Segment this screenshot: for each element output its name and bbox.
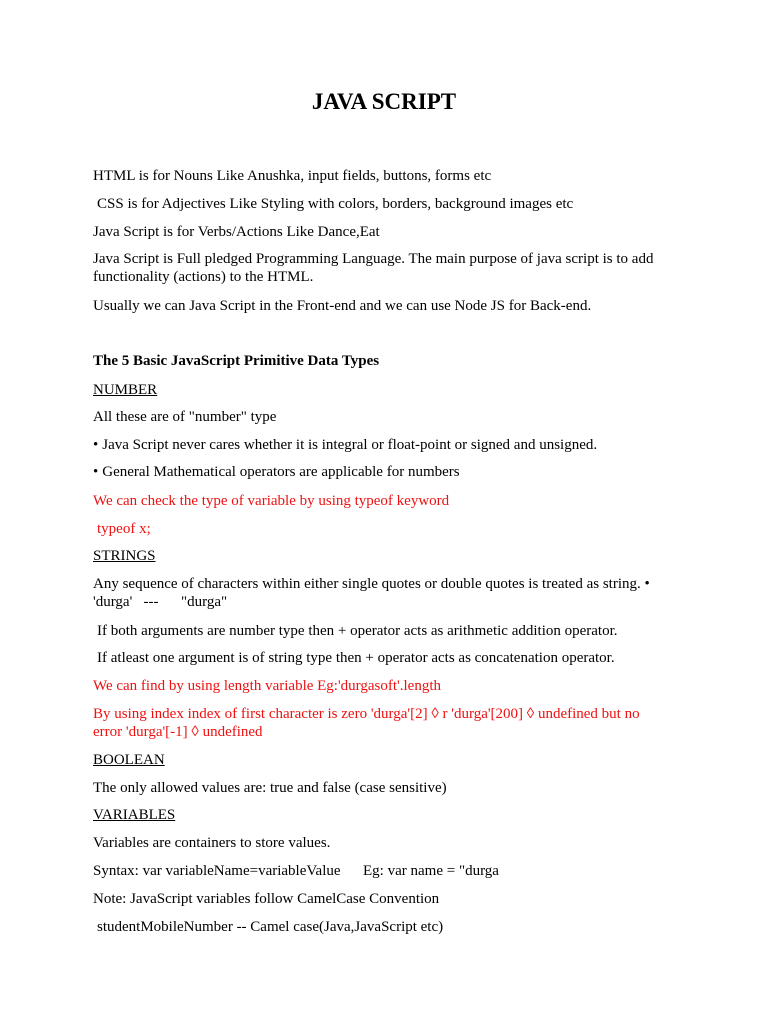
strings-index-note-line-2: error 'durga'[-1] ◊ undefined xyxy=(93,724,263,740)
intro-html-line: HTML is for Nouns Like Anushka, input fields, buttons, forms etc xyxy=(93,168,492,184)
strings-concatenation-line: If atleast one argument is of string type then + operator acts as concatenation operator. xyxy=(97,650,615,666)
intro-purpose-paragraph: Java Script is Full pledged Programming Language. The main purpose of java script is to add functionality (actions) to the HTML. xyxy=(93,251,654,285)
strings-length-note: We can find by using length variable Eg:'durgasoft'.length xyxy=(93,678,442,694)
number-bullet-1-text: Java Script never cares whether it is integral or float-point or signed and unsigned. xyxy=(102,437,598,453)
variables-camelcase-note: Note: JavaScript variables follow CamelCase Convention xyxy=(93,891,440,907)
variables-syntax-line: Syntax: var variableName=variableValue Eg: var name = "durga xyxy=(93,863,499,879)
strings-example-line: 'durga' --- "durga" xyxy=(93,594,228,610)
intro-css-line: CSS is for Adjectives Like Styling with colors, borders, background images etc xyxy=(97,196,574,212)
boolean-values-line: The only allowed values are: true and false (case sensitive) xyxy=(93,780,447,796)
number-heading: NUMBER xyxy=(93,382,158,398)
variables-heading: VARIABLES xyxy=(93,807,176,823)
strings-heading: STRINGS xyxy=(93,548,156,564)
intro-frontend-line: Usually we can Java Script in the Front-end and we can use Node JS for Back-end. xyxy=(93,298,592,314)
number-bullet-2-text: General Mathematical operators are applicable for numbers xyxy=(102,464,460,480)
intro-js-line: Java Script is for Verbs/Actions Like Dance,Eat xyxy=(93,224,380,240)
number-typeof-example: typeof x; xyxy=(97,521,151,537)
number-typeof-note: We can check the type of variable by using typeof keyword xyxy=(93,493,450,509)
boolean-heading: BOOLEAN xyxy=(93,752,165,768)
bullet-icon: • xyxy=(93,437,99,453)
strings-definition-line: Any sequence of characters within either single quotes or double quotes is treated as string. • xyxy=(93,576,650,592)
number-bullet-1 xyxy=(93,436,597,454)
variables-camelcase-example: studentMobileNumber -- Camel case(Java,JavaScript etc) xyxy=(97,919,444,935)
number-type-line: All these are of "number" type xyxy=(93,409,277,425)
document-title: JAVA SCRIPT xyxy=(311,89,457,114)
strings-addition-line: If both arguments are number type then + operator acts as arithmetic addition operator. xyxy=(97,623,618,639)
section-heading: The 5 Basic JavaScript Primitive Data Types xyxy=(93,353,380,369)
number-bullet-2 xyxy=(93,463,460,481)
variables-definition-line: Variables are containers to store values. xyxy=(93,835,331,851)
strings-index-note-line-1: By using index index of first character is zero 'durga'[2] ◊ r 'durga'[200] ◊ undefined but no xyxy=(93,706,640,722)
bullet-icon: • xyxy=(93,464,99,480)
